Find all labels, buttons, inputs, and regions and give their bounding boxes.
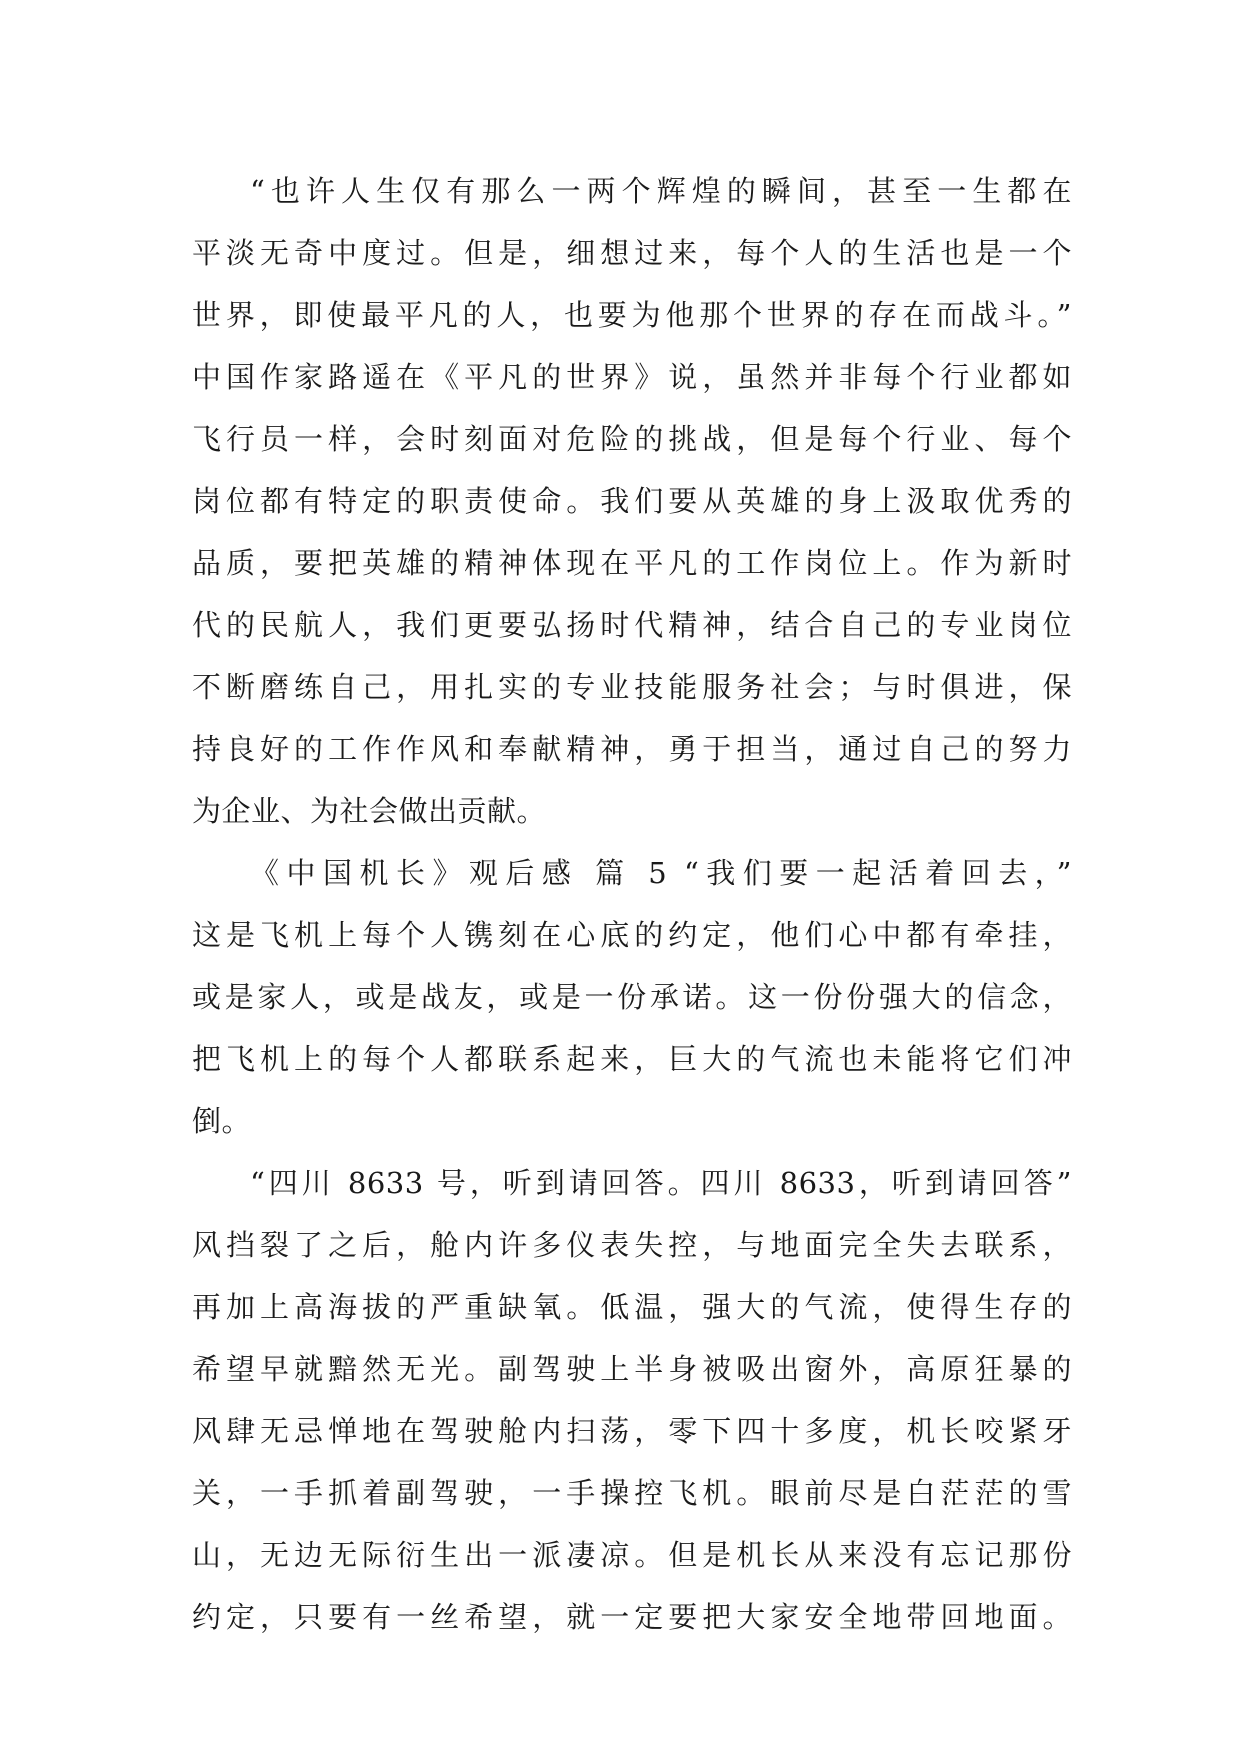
text-line: “也许人生仅有那么一两个辉煌的瞬间，甚至一生都在 bbox=[250, 174, 1072, 208]
text-line: 这是飞机上每个人镌刻在心底的约定，他们心中都有牵挂， bbox=[192, 918, 1072, 952]
paragraph-3 bbox=[192, 1152, 1072, 1648]
text-line: 中国作家路遥在《平凡的世界》说，虽然并非每个行业都如 bbox=[192, 360, 1072, 394]
text-line: 平淡无奇中度过。但是，细想过来，每个人的生活也是一个 bbox=[192, 236, 1072, 270]
text-line: 把飞机上的每个人都联系起来，巨大的气流也未能将它们冲 bbox=[192, 1042, 1072, 1076]
text-line: 代的民航人，我们更要弘扬时代精神，结合自己的专业岗位 bbox=[192, 608, 1072, 642]
text-line: 风肆无忌惮地在驾驶舱内扫荡，零下四十多度，机长咬紧牙 bbox=[192, 1414, 1072, 1448]
text-line: 不断磨练自己，用扎实的专业技能服务社会；与时俱进，保 bbox=[192, 670, 1072, 704]
text-line: 风挡裂了之后，舱内许多仪表失控，与地面完全失去联系， bbox=[192, 1228, 1072, 1262]
text-line: 或是家人，或是战友，或是一份承诺。这一份份强大的信念， bbox=[192, 980, 1072, 1014]
text-line: “四川 8633 号，听到请回答。四川 8633，听到请回答” bbox=[250, 1166, 1072, 1200]
text-line: 世界，即使最平凡的人，也要为他那个世界的存在而战斗。” bbox=[192, 298, 1072, 332]
text-line: 希望早就黯然无光。副驾驶上半身被吸出窗外，高原狂暴的 bbox=[192, 1352, 1072, 1386]
text-line: 约定，只要有一丝希望，就一定要把大家安全地带回地面。 bbox=[192, 1600, 1072, 1634]
paragraph-2 bbox=[192, 842, 1072, 1152]
text-line: 再加上高海拔的严重缺氧。低温，强大的气流，使得生存的 bbox=[192, 1290, 1072, 1324]
paragraph-1 bbox=[192, 160, 1072, 842]
text-line: 品质，要把英雄的精神体现在平凡的工作岗位上。作为新时 bbox=[192, 546, 1072, 580]
document-body bbox=[192, 160, 1072, 1648]
text-line: 为企业、为社会做出贡献。 bbox=[192, 794, 547, 828]
text-line: 关，一手抓着副驾驶，一手操控飞机。眼前尽是白茫茫的雪 bbox=[192, 1476, 1072, 1510]
text-line: 持良好的工作作风和奉献精神，勇于担当，通过自己的努力 bbox=[192, 732, 1072, 766]
text-line: 岗位都有特定的职责使命。我们要从英雄的身上汲取优秀的 bbox=[192, 484, 1072, 518]
text-line: 倒。 bbox=[192, 1104, 252, 1138]
text-line: 飞行员一样，会时刻面对危险的挑战，但是每个行业、每个 bbox=[192, 422, 1072, 456]
text-line: 山，无边无际衍生出一派凄凉。但是机长从来没有忘记那份 bbox=[192, 1538, 1072, 1572]
section-heading-line: 《中国机长》观后感 篇 5 “我们要一起活着回去，” bbox=[250, 856, 1072, 890]
